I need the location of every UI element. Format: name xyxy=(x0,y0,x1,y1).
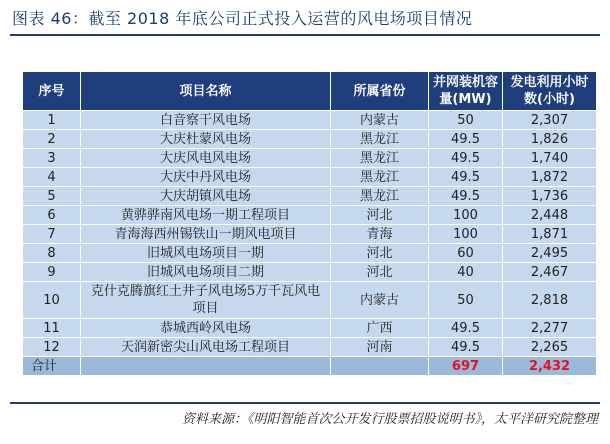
header-capacity: 并网装机容量(MW) xyxy=(429,72,503,111)
cell-project-name: 黄骅骅南风电场一期工程项目 xyxy=(81,206,331,225)
table-row xyxy=(23,338,597,357)
cell-index: 11 xyxy=(23,319,81,338)
cell-hours: 2,448 xyxy=(503,206,597,225)
cell-project-name: 天润新密尖山风电场工程项目 xyxy=(81,338,331,357)
source-note: 资料来源：《明阳智能首次公开发行股票招股说明书》，太平洋研究院整理 xyxy=(181,412,598,427)
cell-capacity: 49.5 xyxy=(429,168,503,187)
cell-province: 河北 xyxy=(331,206,429,225)
cell-province: 河北 xyxy=(331,244,429,263)
cell-hours: 2,495 xyxy=(503,244,597,263)
cell-project-name: 旧城风电场项目二期 xyxy=(81,263,331,282)
total-label: 合计 xyxy=(23,357,81,376)
cell-index: 5 xyxy=(23,187,81,206)
cell-province: 内蒙古 xyxy=(331,111,429,130)
cell-index: 1 xyxy=(23,111,81,130)
cell-project-name: 克什克腾旗红土井子风电场5万千瓦风电项目 xyxy=(81,282,331,319)
cell-province: 黑龙江 xyxy=(331,187,429,206)
cell-project-name: 青海海西州锡铁山一期风电项目 xyxy=(81,225,331,244)
cell-province: 黑龙江 xyxy=(331,168,429,187)
figure-title: 图表 46：截至 2018 年底公司正式投入运营的风电场项目情况 xyxy=(12,9,473,28)
bottom-divider xyxy=(10,402,600,404)
cell-capacity: 100 xyxy=(429,206,503,225)
cell-index: 12 xyxy=(23,338,81,357)
cell-hours: 2,467 xyxy=(503,263,597,282)
cell-project-name: 大庆胡镇风电场 xyxy=(81,187,331,206)
cell-province: 黑龙江 xyxy=(331,149,429,168)
cell-hours: 1,872 xyxy=(503,168,597,187)
cell-province: 广西 xyxy=(331,319,429,338)
header-province: 所属省份 xyxy=(331,72,429,111)
cell-capacity: 60 xyxy=(429,244,503,263)
cell-index: 7 xyxy=(23,225,81,244)
cell-project-name: 旧城风电场项目一期 xyxy=(81,244,331,263)
table-row xyxy=(23,111,597,130)
header-hours: 发电利用小时数(小时) xyxy=(503,72,597,111)
header-index: 序号 xyxy=(23,72,81,111)
cell-hours: 1,871 xyxy=(503,225,597,244)
cell-hours: 2,818 xyxy=(503,282,597,319)
cell-province: 河南 xyxy=(331,338,429,357)
cell-hours: 2,307 xyxy=(503,111,597,130)
cell-project-name: 白音察干风电场 xyxy=(81,111,331,130)
cell-capacity: 49.5 xyxy=(429,338,503,357)
cell-index: 6 xyxy=(23,206,81,225)
cell-capacity: 49.5 xyxy=(429,319,503,338)
table-row xyxy=(23,130,597,149)
cell-project-name: 大庆杜蒙风电场 xyxy=(81,130,331,149)
cell-hours: 1,826 xyxy=(503,130,597,149)
table-row xyxy=(23,168,597,187)
cell-hours: 1,740 xyxy=(503,149,597,168)
cell-index: 9 xyxy=(23,263,81,282)
table-total-row xyxy=(23,357,597,376)
cell-project-name: 恭城西岭风电场 xyxy=(81,319,331,338)
cell-capacity: 49.5 xyxy=(429,149,503,168)
cell-hours: 2,265 xyxy=(503,338,597,357)
cell-hours: 2,277 xyxy=(503,319,597,338)
title-divider xyxy=(10,34,600,36)
table-header-row xyxy=(23,72,597,111)
cell-index: 4 xyxy=(23,168,81,187)
header-project-name: 项目名称 xyxy=(81,72,331,111)
cell-project-name: 大庆中丹风电场 xyxy=(81,168,331,187)
table-row xyxy=(23,149,597,168)
total-empty-province xyxy=(331,357,429,376)
cell-project-name: 大庆风电风电场 xyxy=(81,149,331,168)
table-row xyxy=(23,187,597,206)
table-row xyxy=(23,263,597,282)
cell-capacity: 50 xyxy=(429,282,503,319)
table-row xyxy=(23,225,597,244)
cell-capacity: 49.5 xyxy=(429,130,503,149)
cell-province: 内蒙古 xyxy=(331,282,429,319)
cell-capacity: 100 xyxy=(429,225,503,244)
cell-index: 3 xyxy=(23,149,81,168)
cell-province: 河北 xyxy=(331,263,429,282)
cell-province: 黑龙江 xyxy=(331,130,429,149)
cell-province: 青海 xyxy=(331,225,429,244)
cell-capacity: 50 xyxy=(429,111,503,130)
total-hours: 2,432 xyxy=(503,357,597,376)
cell-hours: 1,736 xyxy=(503,187,597,206)
cell-capacity: 49.5 xyxy=(429,187,503,206)
cell-capacity: 40 xyxy=(429,263,503,282)
table-row xyxy=(23,244,597,263)
table-row xyxy=(23,282,597,319)
table-body xyxy=(23,111,597,376)
total-capacity: 697 xyxy=(429,357,503,376)
table-row xyxy=(23,206,597,225)
total-empty-name xyxy=(81,357,331,376)
cell-index: 10 xyxy=(23,282,81,319)
cell-index: 2 xyxy=(23,130,81,149)
table-row xyxy=(23,319,597,338)
cell-index: 8 xyxy=(23,244,81,263)
wind-farm-table xyxy=(22,71,597,376)
